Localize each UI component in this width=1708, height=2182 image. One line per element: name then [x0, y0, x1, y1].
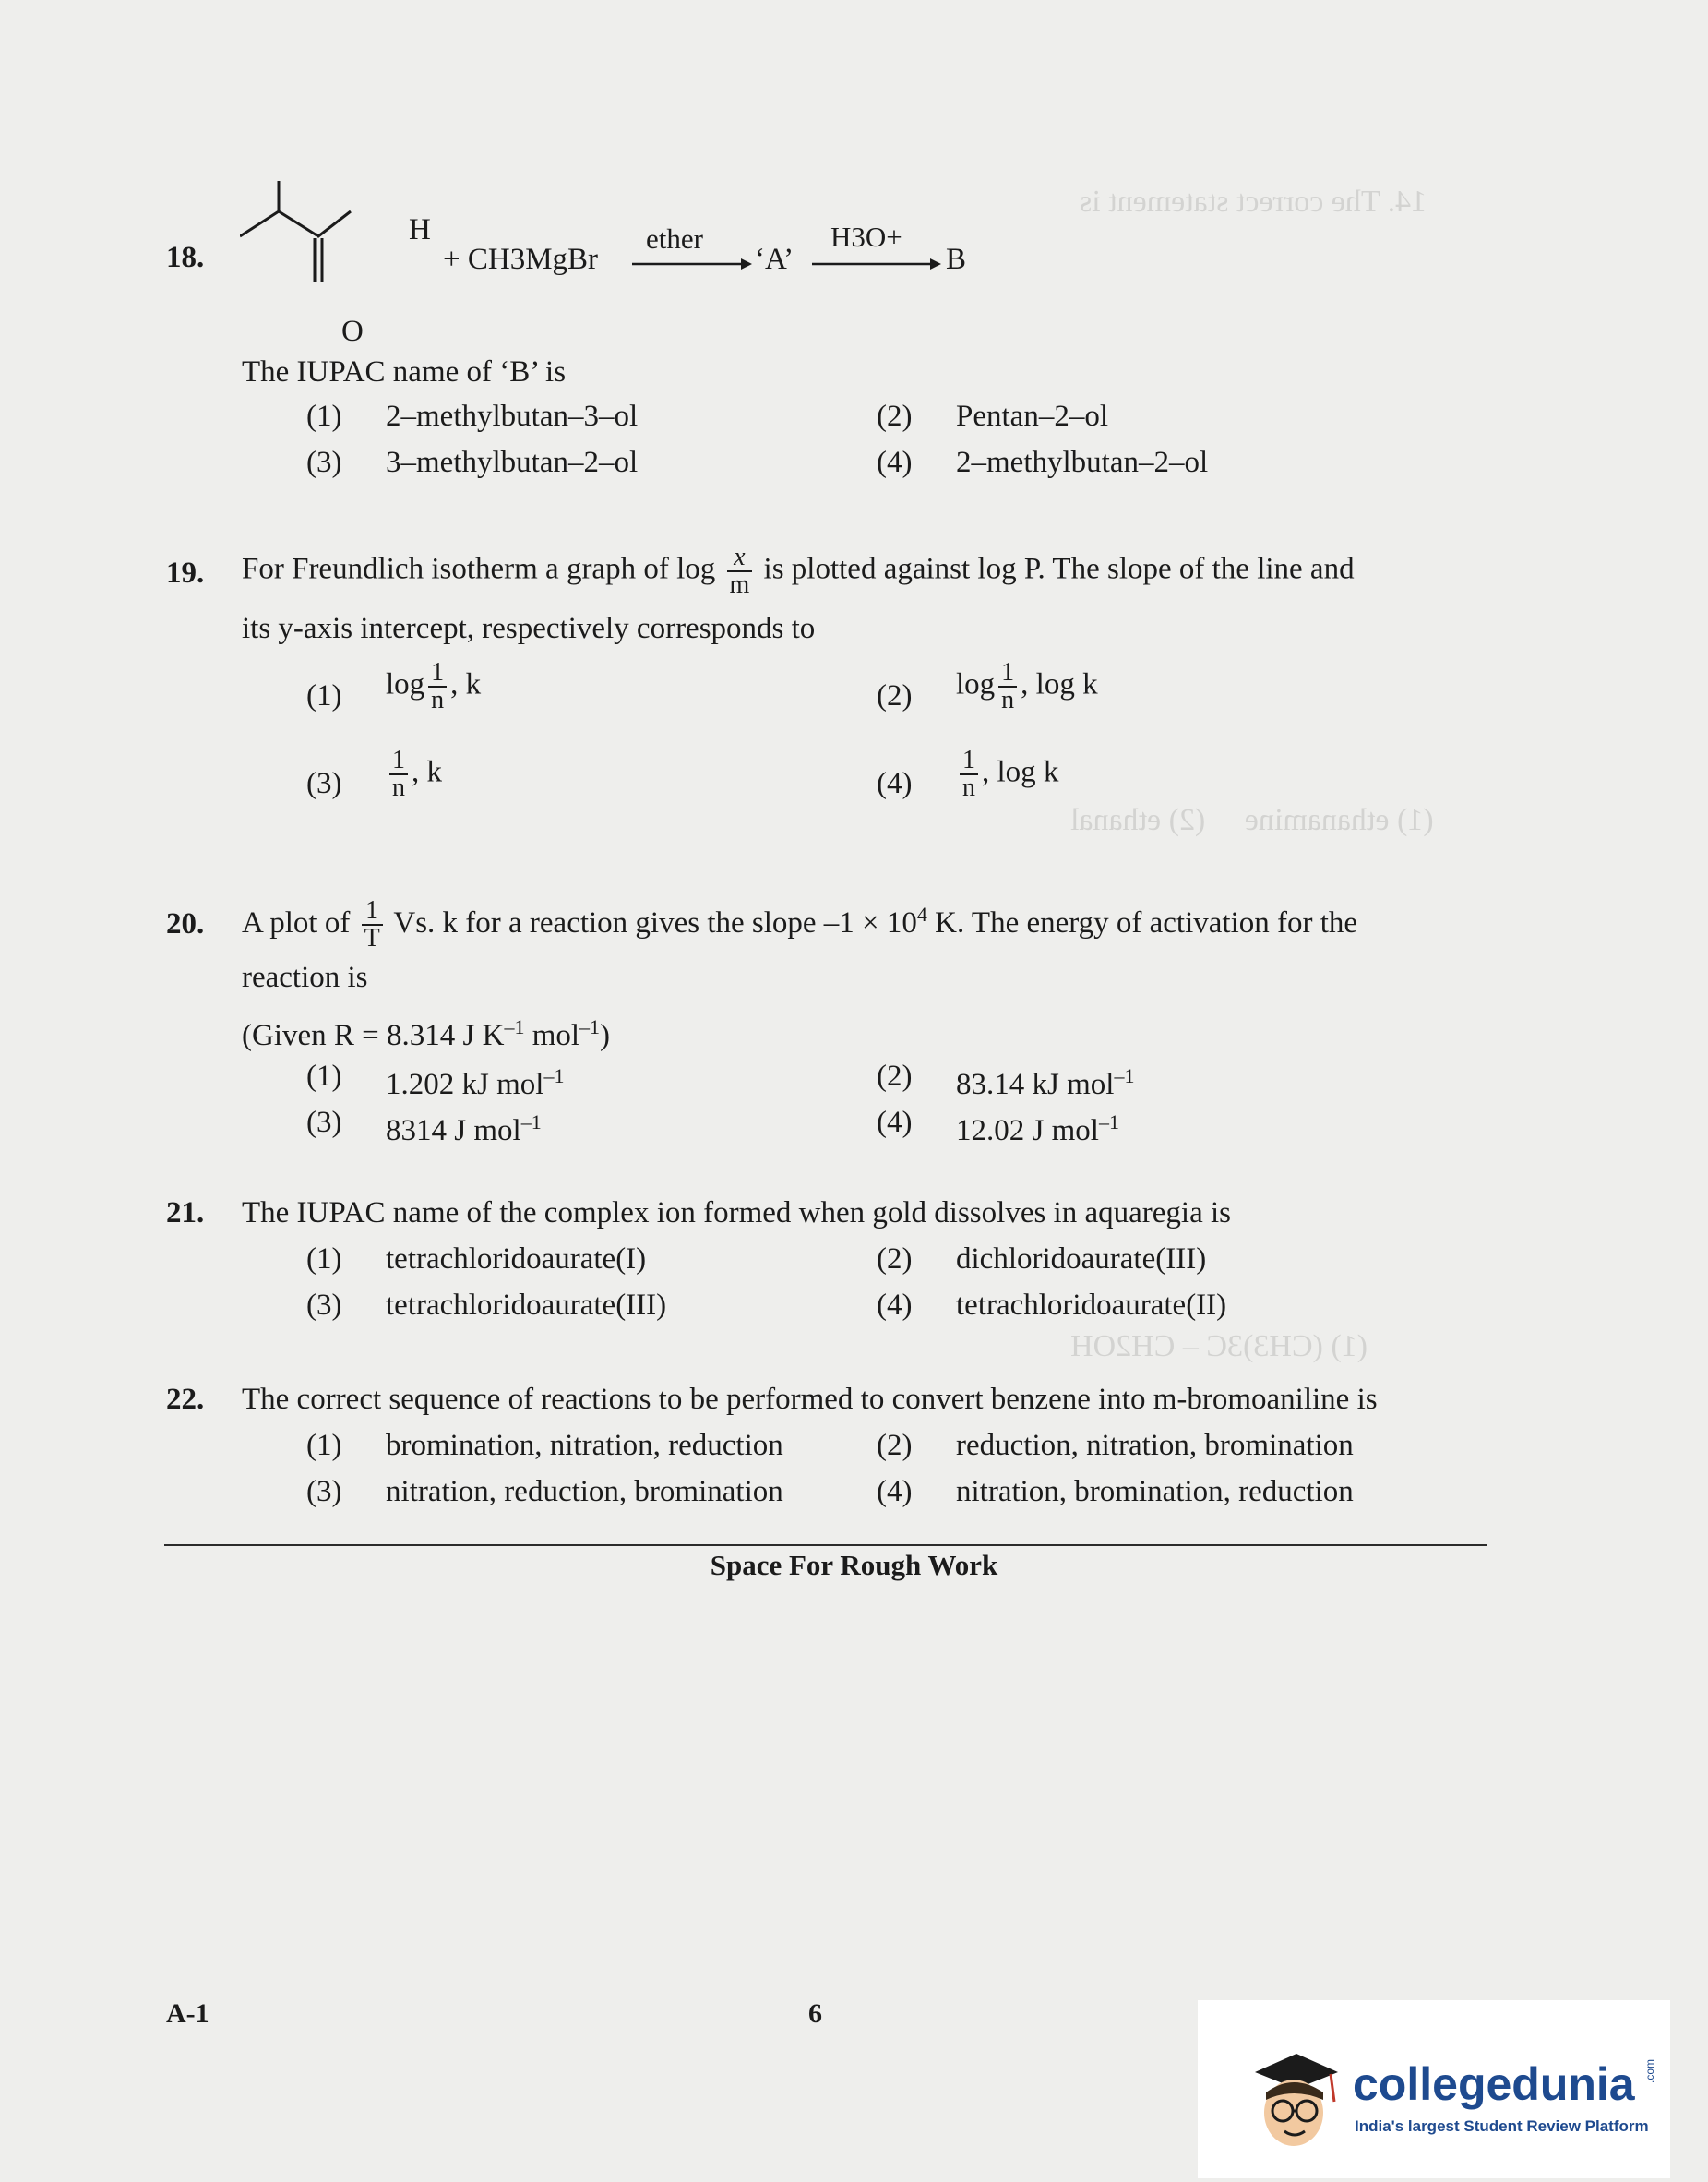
arrow-2 — [812, 257, 941, 271]
rough-work-heading: Space For Rough Work — [710, 1549, 998, 1581]
collegedunia-logo — [1198, 2000, 1670, 2178]
question-number: 18. — [166, 241, 205, 274]
logo-tagline: India's largest Student Review Platform — [1355, 2117, 1649, 2135]
question-number: 21. — [166, 1196, 205, 1229]
question-18: 18. H O + CH3MgBr ether ‘A’ H3O+ B The IUPAC name of ‘B’ is (1) 2–methylbutan–3–ol (2) Pentan–2–ol (3) 3–methylbutan–2–ol (4) 2–methylbutan–2–ol — [166, 238, 1476, 487]
question-text: The correct sequence of reactions to be performed to convert benzene into m-bromoaniline is — [242, 1383, 1378, 1416]
question-line-2: reaction is — [242, 961, 368, 994]
bleed-through-text: 14. The correct statement is — [1080, 185, 1427, 219]
logo-com: .com — [1643, 2058, 1657, 2084]
question-number: 22. — [166, 1383, 205, 1416]
question-text: The IUPAC name of the complex ion formed when gold dissolves in aquaregia is — [242, 1196, 1231, 1229]
arrow-1 — [632, 257, 752, 271]
fraction-1-t: $\frac{1}{T}$ — [362, 898, 383, 952]
question-number: 19. — [166, 557, 205, 590]
fraction-x-m: $\frac{x}{m}$ — [727, 545, 753, 598]
question-22: 22. The correct sequence of reactions to be performed to convert benzene into m-bromoaniline is (1) bromination, nitration, reduction (2) reduction, nitration, bromination (3) nitration, reduction, bromination (4) nitration, bromination, reduction — [166, 1380, 1476, 1518]
logo-wordmark: collegedunia — [1353, 2058, 1635, 2110]
given-r: (Given R = 8.314 J $K^{-1}$ mol$^{-1}$) — [242, 1015, 611, 1052]
h3o-label: H3O+ — [830, 221, 902, 253]
question-20: 20. A plot of $\frac{1}{T}$ Vs. k for a reaction gives the slope $-1 \times 10^4$ K. The energy of activation for the reaction is (Given R = 8.314 J $K^{-1}$ mol$^{-1}$) (1) 1.202 kJ mol$^{-1}$ (2) 83.14 kJ mol$^{-1}$ (3) 8314 J mol$^{-1}$ (4) 12.02 J mol$^{-1}$ — [166, 896, 1358, 1147]
isobutyraldehyde-structure — [240, 181, 378, 319]
bleed-through-text: (1) ethanamine (2) ethanal — [1070, 803, 1434, 837]
reagent: + CH3MgBr — [443, 243, 599, 276]
paper-code: A-1 — [166, 1998, 209, 2029]
mascot-icon — [1246, 2046, 1347, 2157]
bleed-through-text: (1) (CH3)3C – CH2OH — [1070, 1329, 1368, 1363]
question-21: 21. The IUPAC name of the complex ion formed when gold dissolves in aquaregia is (1) tetrachloridoaurate(I) (2) dichloridoaurate(III) (3) tetrachloridoaurate(III) (4) tetrachloridoaurate(II) — [166, 1193, 1476, 1332]
divider-line — [164, 1544, 1487, 1546]
ether-label: ether — [646, 222, 703, 255]
question-line-1: A plot of $\frac{1}{T}$ Vs. k for a reaction gives the slope $-1 \times 10^4$ K. The energy of activation for the — [242, 896, 1358, 953]
page-number: 6 — [808, 1998, 822, 2029]
intermediate-a: ‘A’ — [755, 243, 794, 276]
question-19: 19. For Freundlich isotherm a graph of log $\frac{x}{m}$ is plotted against log P. The slope of the line and its y-axis intercept, respectively corresponds to (1) log $\frac{1}{n}$ , k (2) log $\frac{1}{n}$ , log k (3) $\frac{1}{n}$ , k (4) $\frac{1}{n}$ , log k — [166, 543, 1355, 802]
question-text: The IUPAC name of ‘B’ is — [242, 355, 567, 389]
product-b: B — [946, 243, 967, 276]
question-line-1: For Freundlich isotherm a graph of log $\frac{x}{m}$ is plotted against log P. The slope of the line and — [242, 543, 1355, 599]
question-line-2: its y-axis intercept, respectively corresponds to — [242, 612, 816, 645]
question-number: 20. — [166, 907, 205, 941]
carbonyl-o: O — [341, 315, 364, 348]
aldehyde-h: H — [409, 213, 431, 246]
